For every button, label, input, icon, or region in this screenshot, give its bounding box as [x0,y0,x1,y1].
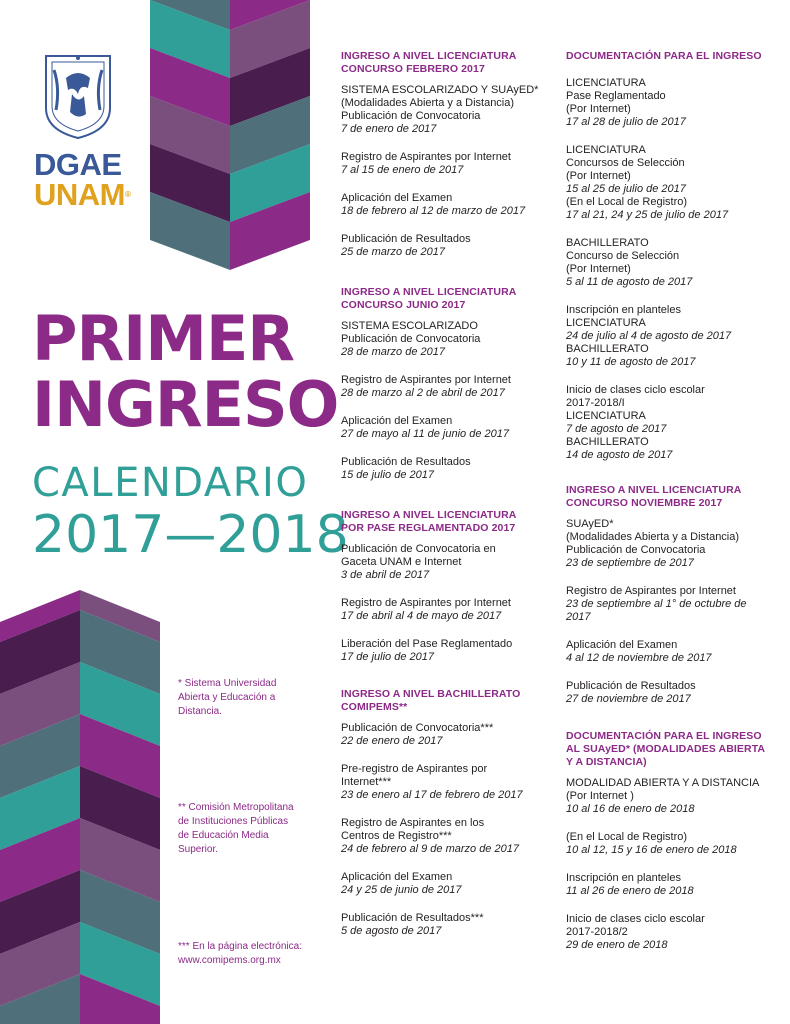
section-licenciatura-noviembre [566,484,778,706]
list-item: Aplicación del Examen 24 y 25 de junio de 2017 [341,871,462,896]
section-documentacion [566,50,778,462]
list-item: Liberación del Pase Reglamentado 17 de julio de 2017 [341,638,513,663]
list-item: Inicio de clases ciclo escolar 2017-2018/I LICENCIATURA 7 de agosto de 2017 BACHILLERATO 14 de agosto de 2017 [566,384,705,461]
list-item: Inicio de clases ciclo escolar 2017-2018/2 29 de enero de 2018 [566,913,705,951]
list-item: BACHILLERATO Concurso de Selección (Por Internet) 5 al 11 de agosto de 2017 [566,237,693,288]
list-item: Publicación de Convocatoria en Gaceta UNAM e Internet 3 de abril de 2017 [341,543,496,581]
list-item: Aplicación del Examen 18 de febrero al 12 de marzo de 2017 [341,192,526,217]
calendar-years: 2017—2018 [32,505,349,565]
list-item: Registro de Aspirantes por Internet 23 de septiembre al 1° de octubre de 2017 [566,585,747,623]
list-item: Inscripción en planteles 11 al 26 de enero de 2018 [566,872,694,897]
list-item: MODALIDAD ABIERTA Y A DISTANCIA (Por Internet ) 10 al 16 de enero de 2018 [566,777,760,815]
footnote-comipems: ** Comisión Metropolitana de Instituciones Públicas de Educación Media Superior. [178,802,294,855]
list-item: LICENCIATURA Concursos de Selección (Por Internet) 15 al 25 de julio de 2017 (En el Local de Registro) 17 al 21, 24 y 25 de julio de 2017 [566,144,729,221]
logo-line-dgae: DGAE [34,147,122,182]
headline-line-1: PRIMER [32,302,295,375]
logo-line-unam: UNAM® [34,177,131,212]
section-documentacion-suayed [566,730,778,952]
section-title: INGRESO A NIVEL LICENCIATURA POR PASE REGLAMENTADO 2017 [341,509,517,534]
list-item: Publicación de Convocatoria*** 22 de enero de 2017 [341,722,494,747]
section-bachillerato-comipems [341,688,556,938]
calendar-title: CALENDARIO [32,460,309,506]
footnote-suayed: * Sistema Universidad Abierta y Educación a Distancia. [178,678,277,717]
list-item: Aplicación del Examen 27 de mayo al 11 de junio de 2017 [341,415,509,440]
list-item: SISTEMA ESCOLARIZADO Y SUAyED* (Modalidades Abierta y a Distancia) Publicación de Convocatoria 7 de enero de 2017 [341,84,539,135]
section-title: INGRESO A NIVEL LICENCIATURA CONCURSO NOVIEMBRE 2017 [566,484,742,509]
unam-seal-icon [36,48,120,140]
list-item: SISTEMA ESCOLARIZADO Publicación de Convocatoria 28 de marzo de 2017 [341,320,481,358]
list-item: Publicación de Resultados*** 5 de agosto de 2017 [341,912,484,937]
headline-primer-ingreso [32,302,339,441]
section-licenciatura-junio [341,286,556,482]
schedule-column-1 [341,50,556,953]
chevron-banner-top [150,0,310,270]
list-item: Registro de Aspirantes por Internet 17 de abril al 4 de mayo de 2017 [341,597,511,622]
headline-line-2: INGRESO [32,368,339,441]
list-item: Publicación de Resultados 25 de marzo de 2017 [341,233,471,258]
list-item: Registro de Aspirantes por Internet 7 al 15 de enero de 2017 [341,151,511,176]
list-item: Registro de Aspirantes en los Centros de Registro*** 24 de febrero al 9 de marzo de 2017 [341,817,519,855]
list-item: Inscripción en planteles LICENCIATURA 24 de julio al 4 de agosto de 2017 BACHILLERATO 10 y 11 de agosto de 2017 [566,304,732,368]
list-item: Registro de Aspirantes por Internet 28 de marzo al 2 de abril de 2017 [341,374,511,399]
list-item: Publicación de Resultados 15 de julio de 2017 [341,456,471,481]
list-item: Pre-registro de Aspirantes por Internet*** 23 de enero al 17 de febrero de 2017 [341,763,523,801]
section-title: INGRESO A NIVEL LICENCIATURA CONCURSO JUNIO 2017 [341,286,517,311]
section-pase-reglamentado [341,509,556,664]
dgae-unam-logo [34,147,131,212]
list-item: Publicación de Resultados 27 de noviembre de 2017 [566,680,696,705]
chevron-banner-bottom [0,590,160,1024]
list-item: LICENCIATURA Pase Reglamentado (Por Internet) 17 al 28 de julio de 2017 [566,77,686,128]
list-item: SUAyED* (Modalidades Abierta y a Distancia) Publicación de Convocatoria 23 de septiembre de 2017 [566,518,740,569]
section-title: INGRESO A NIVEL LICENCIATURA CONCURSO FEBRERO 2017 [341,50,517,75]
footnote-web: *** En la página electrónica: www.comipems.org.mx [178,941,302,966]
list-item: Aplicación del Examen 4 al 12 de noviembre de 2017 [566,639,712,664]
list-item: (En el Local de Registro) 10 al 12, 15 y 16 de enero de 2018 [566,831,737,856]
section-licenciatura-febrero [341,50,556,259]
section-title: INGRESO A NIVEL BACHILLERATO COMIPEMS** [341,688,521,713]
section-title: DOCUMENTACIÓN PARA EL INGRESO [566,50,762,62]
schedule-column-2 [566,50,778,967]
section-title: DOCUMENTACIÓN PARA EL INGRESO AL SUAyED* (MODALIDADES ABIERTA Y A DISTANCIA) [566,730,766,768]
